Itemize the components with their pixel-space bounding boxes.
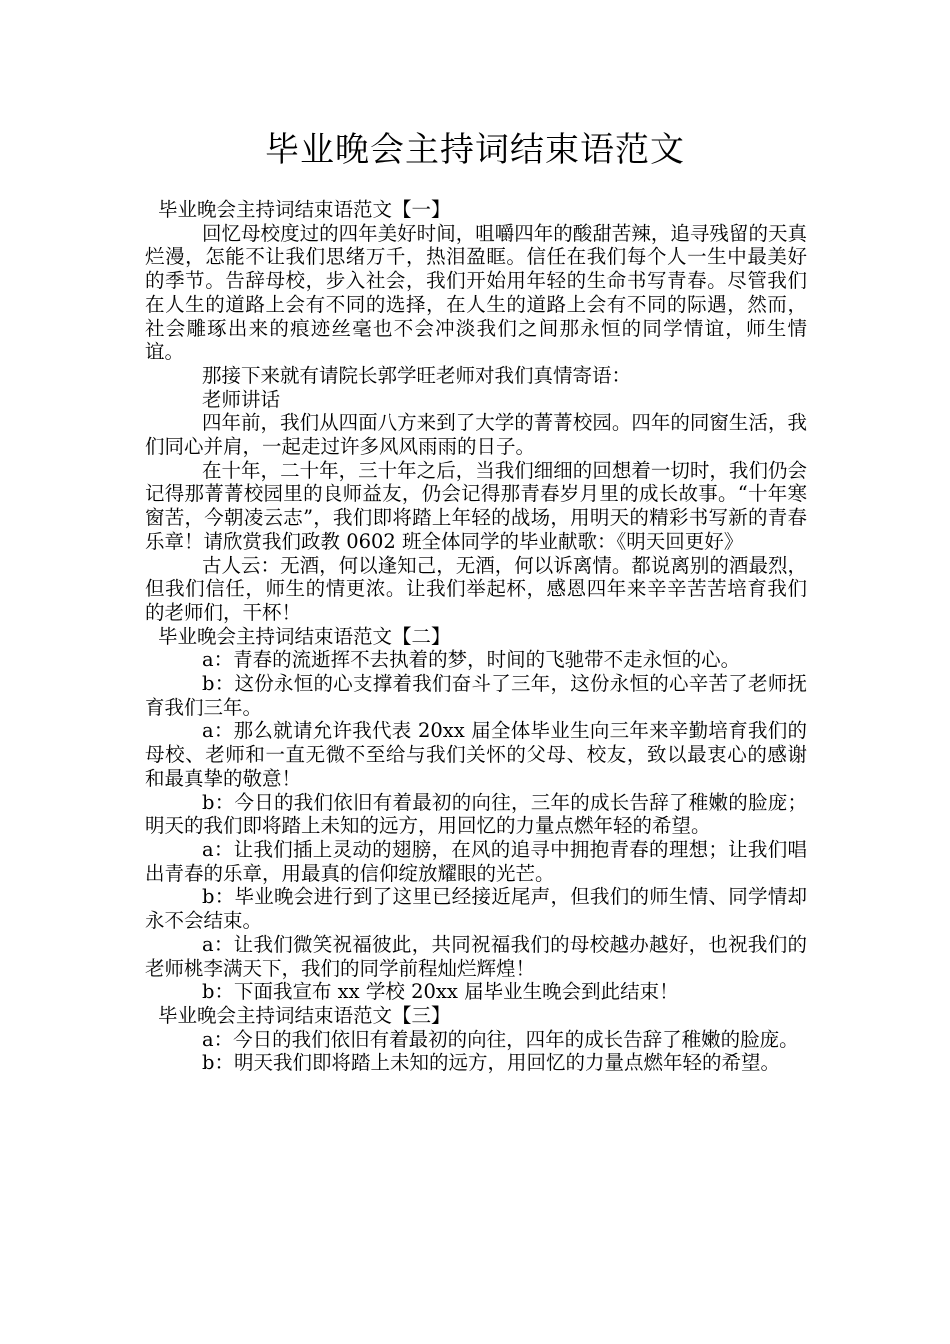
paragraph: b：明天我们即将踏上未知的远方，用回忆的力量点燃年轻的希望。 bbox=[202, 1051, 780, 1075]
paragraph: 回忆母校度过的四年美好时间，咀嚼四年的酸甜苦辣，追寻残留的天真烂漫，怎能不让我们思绪万千，热泪盈眶。信任在我们每个人一生中最美好的季节。告辞母校，步入社会，我们开始用年轻的生命书写青春。尽管我们在人生的道路上会有不同的选择，在人生的道路上会有不同的际遇，然而，社会雕琢出来的痕迹丝毫也不会冲淡我们之间那永恒的同学情谊，师生情谊。 bbox=[145, 221, 807, 364]
paragraph: b：毕业晚会进行到了这里已经接近尾声，但我们的师生情、同学情却永不会结束。 bbox=[145, 885, 807, 933]
paragraph: 那接下来就有请院长郭学旺老师对我们真情寄语： bbox=[202, 363, 632, 387]
paragraph: b：这份永恒的心支撑着我们奋斗了三年，这份永恒的心辛苦了老师抚育我们三年。 bbox=[145, 672, 807, 719]
document-title: 毕业晚会主持词结束语范文 bbox=[265, 130, 685, 170]
paragraph: 四年前，我们从四面八方来到了大学的菁菁校园。四年的同窗生活，我们同心并肩，一起走过许多风风雨雨的日子。 bbox=[145, 411, 807, 459]
paragraph: 老师讲话 bbox=[202, 387, 281, 411]
paragraph: a：今日的我们依旧有着最初的向往，四年的成长告辞了稚嫩的脸庞。 bbox=[202, 1027, 799, 1051]
paragraph: b：下面我宣布 xx 学校 20xx 届毕业生晚会到此结束！ bbox=[202, 980, 679, 1004]
paragraph: a：青春的流逝挥不去执着的梦，时间的飞驰带不走永恒的心。 bbox=[202, 648, 741, 672]
section-heading-3: 毕业晚会主持词结束语范文【三】 bbox=[158, 1003, 451, 1027]
paragraph: a：那么就请允许我代表 20xx 届全体毕业生向三年来辛勤培育我们的母校、老师和一直无微不至给与我们关怀的父母、校友，致以最衷心的感谢和最真挚的敬意！ bbox=[145, 719, 807, 790]
section-heading-1: 毕业晚会主持词结束语范文【一】 bbox=[158, 198, 451, 221]
section-heading-2: 毕业晚会主持词结束语范文【二】 bbox=[158, 624, 451, 648]
paragraph: b：今日的我们依旧有着最初的向往，三年的成长告辞了稚嫩的脸庞；明天的我们即将踏上未知的远方，用回忆的力量点燃年轻的希望。 bbox=[145, 790, 807, 838]
paragraph: a：让我们微笑祝福彼此，共同祝福我们的母校越办越好，也祝我们的老师桃李满天下，我们的同学前程灿烂辉煌！ bbox=[145, 932, 807, 980]
paragraph: a：让我们插上灵动的翅膀，在风的追寻中拥抱青春的理想；让我们唱出青春的乐章，用最真的信仰绽放耀眼的光芒。 bbox=[145, 837, 807, 885]
paragraph: 古人云：无酒，何以逢知己，无酒，何以诉离情。都说离别的酒最烈，但我们信任，师生的情更浓。让我们举起杯，感恩四年来辛辛苦苦培育我们的老师们，干杯！ bbox=[145, 553, 807, 624]
paragraph: 在十年，二十年，三十年之后，当我们细细的回想着一切时，我们仍会记得那菁菁校园里的良师益友，仍会记得那青春岁月里的成长故事。“十年寒窗苦，今朝凌云志”，我们即将踏上年轻的战场，用明天的精彩书写新的青春乐章！请欣赏我们政教 0602 班全体同学的毕业献歌：《明天回更好》 bbox=[145, 458, 807, 553]
document-body bbox=[145, 198, 807, 1075]
